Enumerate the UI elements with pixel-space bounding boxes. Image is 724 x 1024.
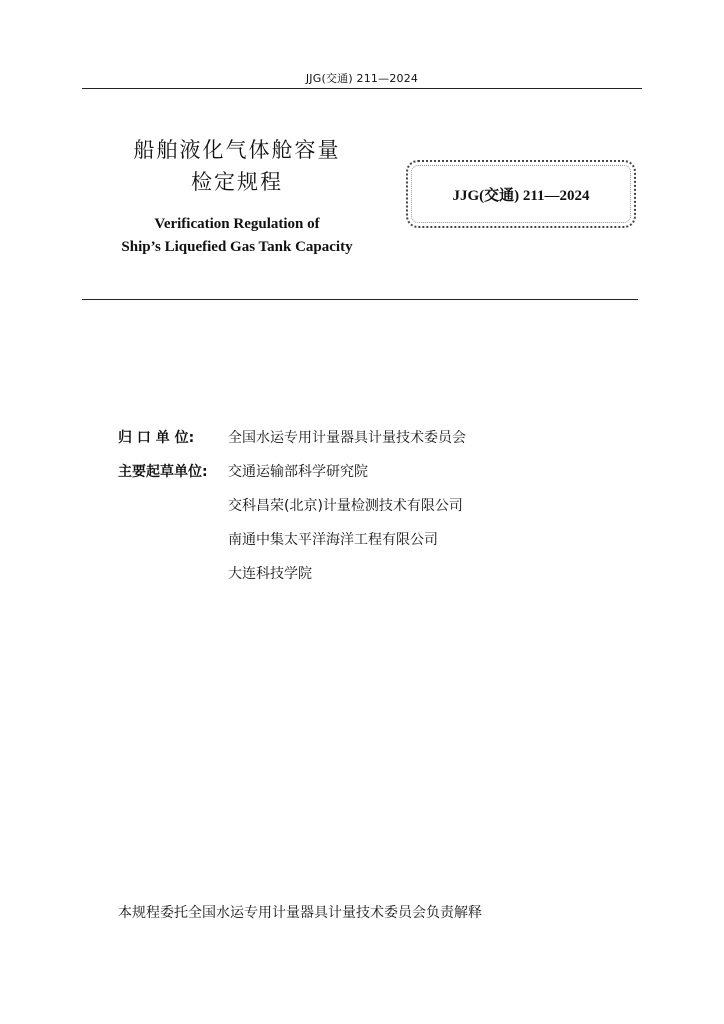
title-zh-line2: 检定规程: [191, 170, 283, 194]
drafter-item: 南通中集太平洋海洋工程有限公司: [228, 532, 438, 548]
authority-row: [118, 426, 466, 460]
title-divider: [82, 299, 638, 300]
authority-value: 全国水运专用计量器具计量技术委员会: [228, 430, 466, 446]
drafters-label: 主要起草单位:: [118, 464, 208, 480]
title-zh-line1: 船舶液化气体舱容量: [133, 138, 341, 162]
drafter-row: [118, 460, 466, 494]
authority-label: 归 口 单 位:: [118, 430, 195, 446]
header-rule: [82, 88, 642, 89]
drafter-item: 大连科技学院: [228, 566, 312, 582]
regulation-code-box: [406, 160, 636, 228]
drafter-item: 交通运输部科学研究院: [228, 464, 368, 480]
title-en-line1: Verification Regulation of: [154, 216, 320, 232]
drafter-item: 交科昌荣(北京)计量检测技术有限公司: [228, 498, 463, 514]
running-header-code: JJG(交通) 211—2024: [305, 72, 419, 85]
organization-info: [118, 426, 466, 596]
title-en-line2: Ship’s Liquefied Gas Tank Capacity: [121, 239, 353, 255]
interpretation-note: 本规程委托全国水运专用计量器具计量技术委员会负责解释: [118, 905, 482, 921]
drafter-row: [118, 562, 466, 596]
regulation-code: JJG(交通) 211—2024: [452, 187, 590, 204]
drafter-row: [118, 528, 466, 562]
drafter-row: [118, 494, 466, 528]
